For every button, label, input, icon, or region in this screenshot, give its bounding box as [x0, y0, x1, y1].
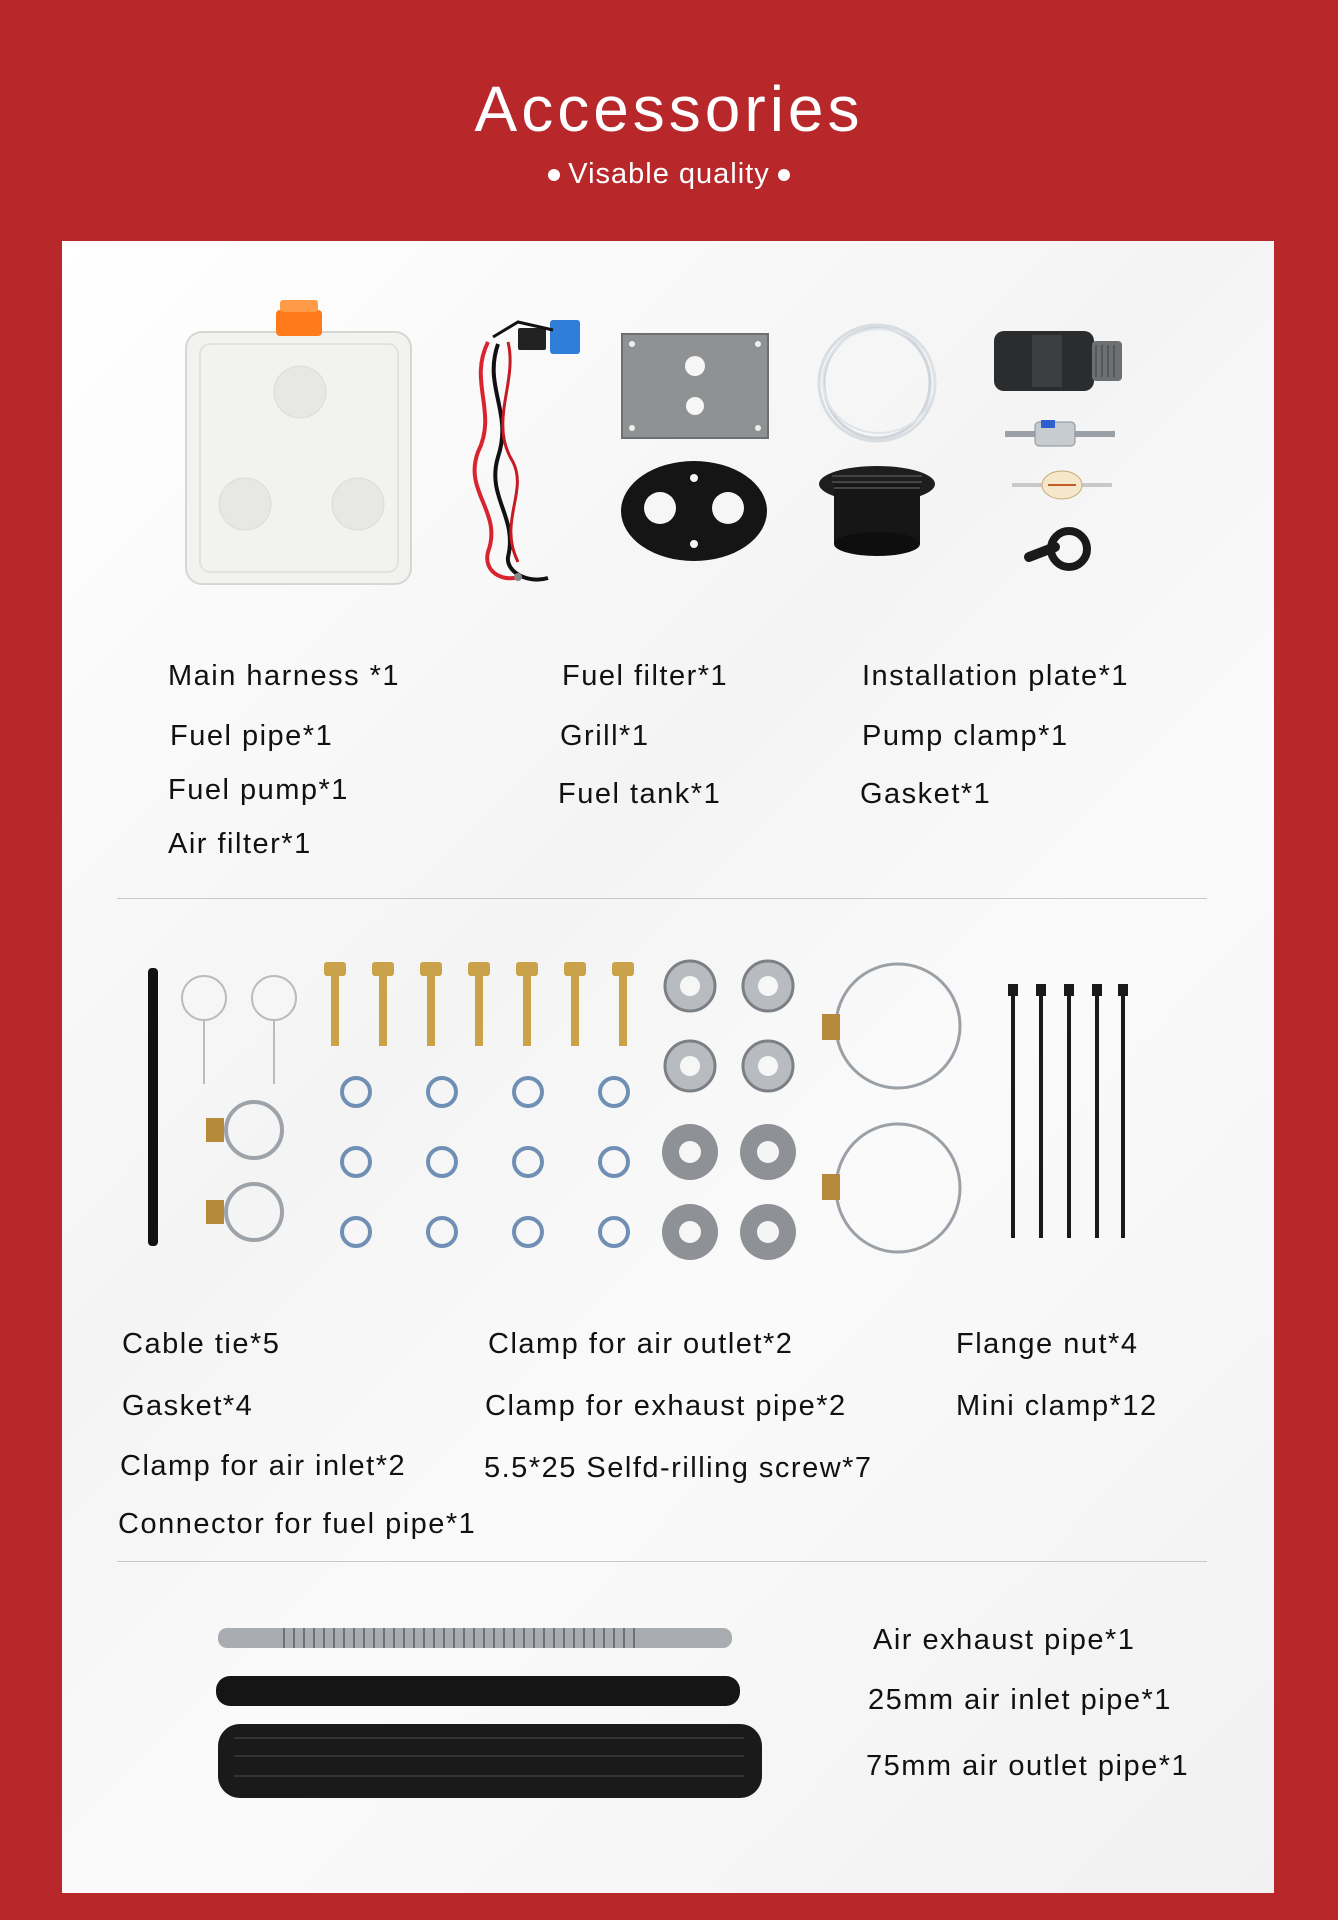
gasket-image [618, 458, 770, 564]
page-title: Accessories [474, 73, 864, 145]
bullet-dot-icon [778, 169, 790, 181]
flange-nuts-gaskets-image [660, 958, 798, 1260]
section-divider [117, 1561, 1207, 1562]
page-subtitle [0, 158, 1338, 191]
self-drilling-screws-image [318, 958, 644, 1050]
air-filter-image [992, 325, 1128, 397]
subtitle-text: Visable quality [568, 158, 770, 190]
fuel-pipe-image [812, 318, 942, 448]
section-divider [117, 898, 1207, 899]
cable-ties-image [1000, 980, 1136, 1242]
item-label: Fuel pump*1 [168, 774, 349, 806]
item-label: Cable tie*5 [122, 1328, 281, 1360]
mini-clamps-image [326, 1070, 638, 1258]
clamp-air-inlet-image [178, 972, 304, 1262]
fuel-pump-image [1005, 418, 1115, 450]
item-label: 25mm air inlet pipe*1 [868, 1684, 1172, 1716]
item-label: Fuel tank*1 [558, 778, 722, 810]
fuel-tank-image [180, 292, 420, 592]
item-label: Installation plate*1 [862, 660, 1129, 692]
connector-fuel-pipe-image [146, 968, 160, 1248]
item-label: Clamp for air inlet*2 [120, 1450, 407, 1482]
item-label: Main harness *1 [168, 660, 401, 692]
item-label: Grill*1 [560, 720, 650, 752]
item-label: Air exhaust pipe*1 [873, 1624, 1136, 1656]
item-label: 75mm air outlet pipe*1 [866, 1750, 1190, 1782]
item-label: Air filter*1 [168, 828, 312, 860]
item-label: Flange nut*4 [956, 1328, 1139, 1360]
item-label: 5.5*25 Selfd-rilling screw*7 [484, 1452, 873, 1484]
bullet-dot-icon [548, 169, 560, 181]
item-label: Fuel filter*1 [562, 660, 729, 692]
main-harness-image [458, 292, 588, 592]
item-label: Connector for fuel pipe*1 [118, 1508, 477, 1540]
item-label: Fuel pipe*1 [170, 720, 334, 752]
pump-clamp-image [1025, 525, 1095, 573]
air-pipes-image [214, 1626, 764, 1800]
installation-plate-image [620, 332, 770, 440]
grill-image [812, 462, 942, 562]
item-label: Mini clamp*12 [956, 1390, 1158, 1422]
fuel-filter-image [1012, 465, 1112, 505]
item-label: Gasket*1 [860, 778, 992, 810]
hose-clamps-image [816, 960, 968, 1262]
item-label: Gasket*4 [122, 1390, 254, 1422]
item-label: Clamp for air outlet*2 [488, 1328, 794, 1360]
item-label: Pump clamp*1 [862, 720, 1069, 752]
item-label: Clamp for exhaust pipe*2 [485, 1390, 847, 1422]
